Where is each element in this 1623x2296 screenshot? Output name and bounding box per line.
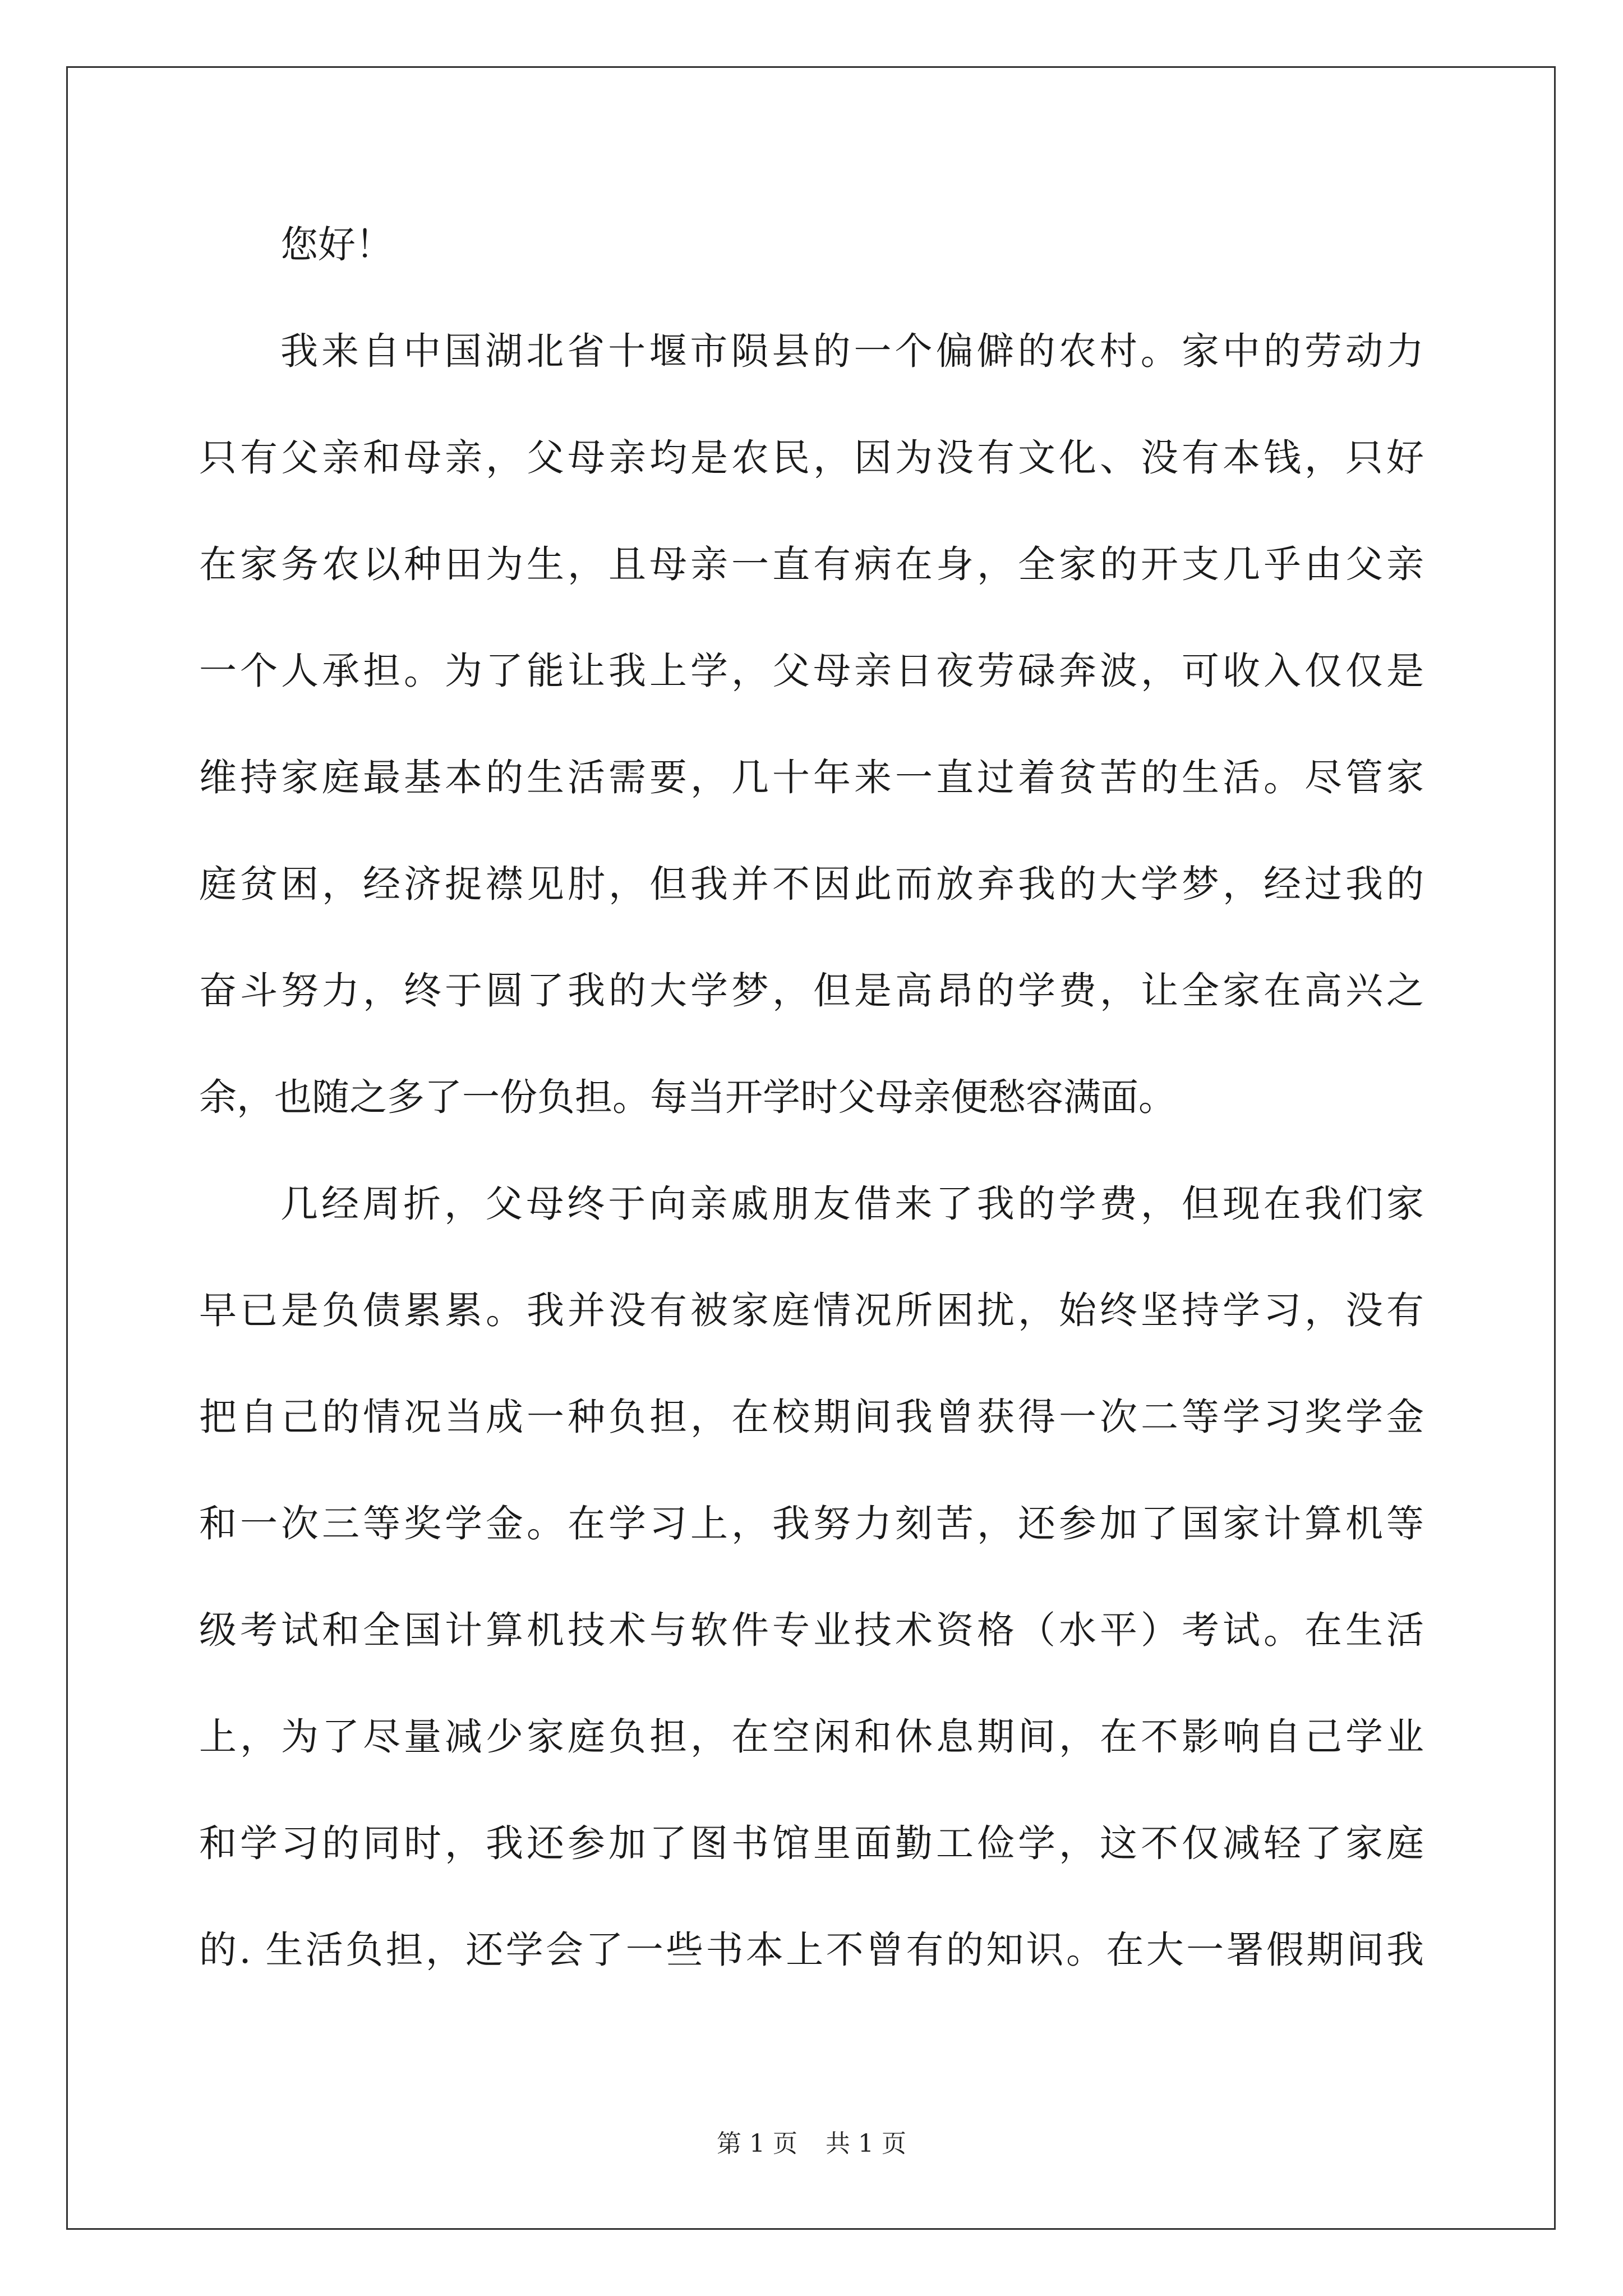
paragraph-2-line-6: 上，为了尽量减少家庭负担，在空闲和休息期间，在不影响自己学业 [199, 1715, 1424, 1759]
paragraph-1-line-1: 我来自中国湖北省十堰市陨县的一个偏僻的农村。家中的劳动力 [280, 329, 1424, 373]
paragraph-1-line-4: 一个人承担。为了能让我上学，父母亲日夜劳碌奔波，可收入仅仅是 [199, 649, 1424, 693]
paragraph-2-line-8: 的. 生活负担，还学会了一些书本上不曾有的知识。在大一署假期间我 [199, 1928, 1424, 1972]
paragraph-1-line-3: 在家务农以种田为生，且母亲一直有病在身，全家的开支几乎由父亲 [199, 542, 1424, 586]
paragraph-1-line-2: 只有父亲和母亲，父母亲均是农民，因为没有文化、没有本钱，只好 [199, 436, 1424, 480]
page-footer [0, 2127, 1623, 2161]
page-total: 共 1 页 [826, 2129, 906, 2158]
paragraph-1-line-7: 奋斗努力，终于圆了我的大学梦，但是高昂的学费，让全家在高兴之 [199, 969, 1424, 1013]
paragraph-2-line-7: 和学习的同时，我还参加了图书馆里面勤工俭学，这不仅减轻了家庭 [199, 1821, 1424, 1865]
paragraph-1-line-5: 维持家庭最基本的生活需要，几十年来一直过着贫苦的生活。尽管家 [199, 756, 1424, 799]
paragraph-2-line-5: 级考试和全国计算机技术与软件专业技术资格（水平）考试。在生活 [199, 1608, 1424, 1652]
paragraph-2-line-3: 把自己的情况当成一种负担，在校期间我曾获得一次二等学习奖学金 [199, 1395, 1424, 1439]
paragraph-2-line-2: 早已是负债累累。我并没有被家庭情况所困扰，始终坚持学习，没有 [199, 1289, 1424, 1332]
document-body [199, 212, 1424, 2024]
paragraph-2-line-1: 几经周折，父母终于向亲戚朋友借来了我的学费，但现在我们家 [280, 1182, 1424, 1226]
paragraph-1-line-8: 余，也随之多了一份负担。每当开学时父母亲便愁容满面。 [199, 1075, 1176, 1119]
page-number: 第 1 页 [717, 2129, 797, 2158]
greeting: 您好！ [280, 223, 393, 266]
paragraph-2-line-4: 和一次三等奖学金。在学习上，我努力刻苦，还参加了国家计算机等 [199, 1502, 1424, 1545]
paragraph-1-line-6: 庭贫困，经济捉襟见肘，但我并不因此而放弃我的大学梦，经过我的 [199, 862, 1424, 906]
